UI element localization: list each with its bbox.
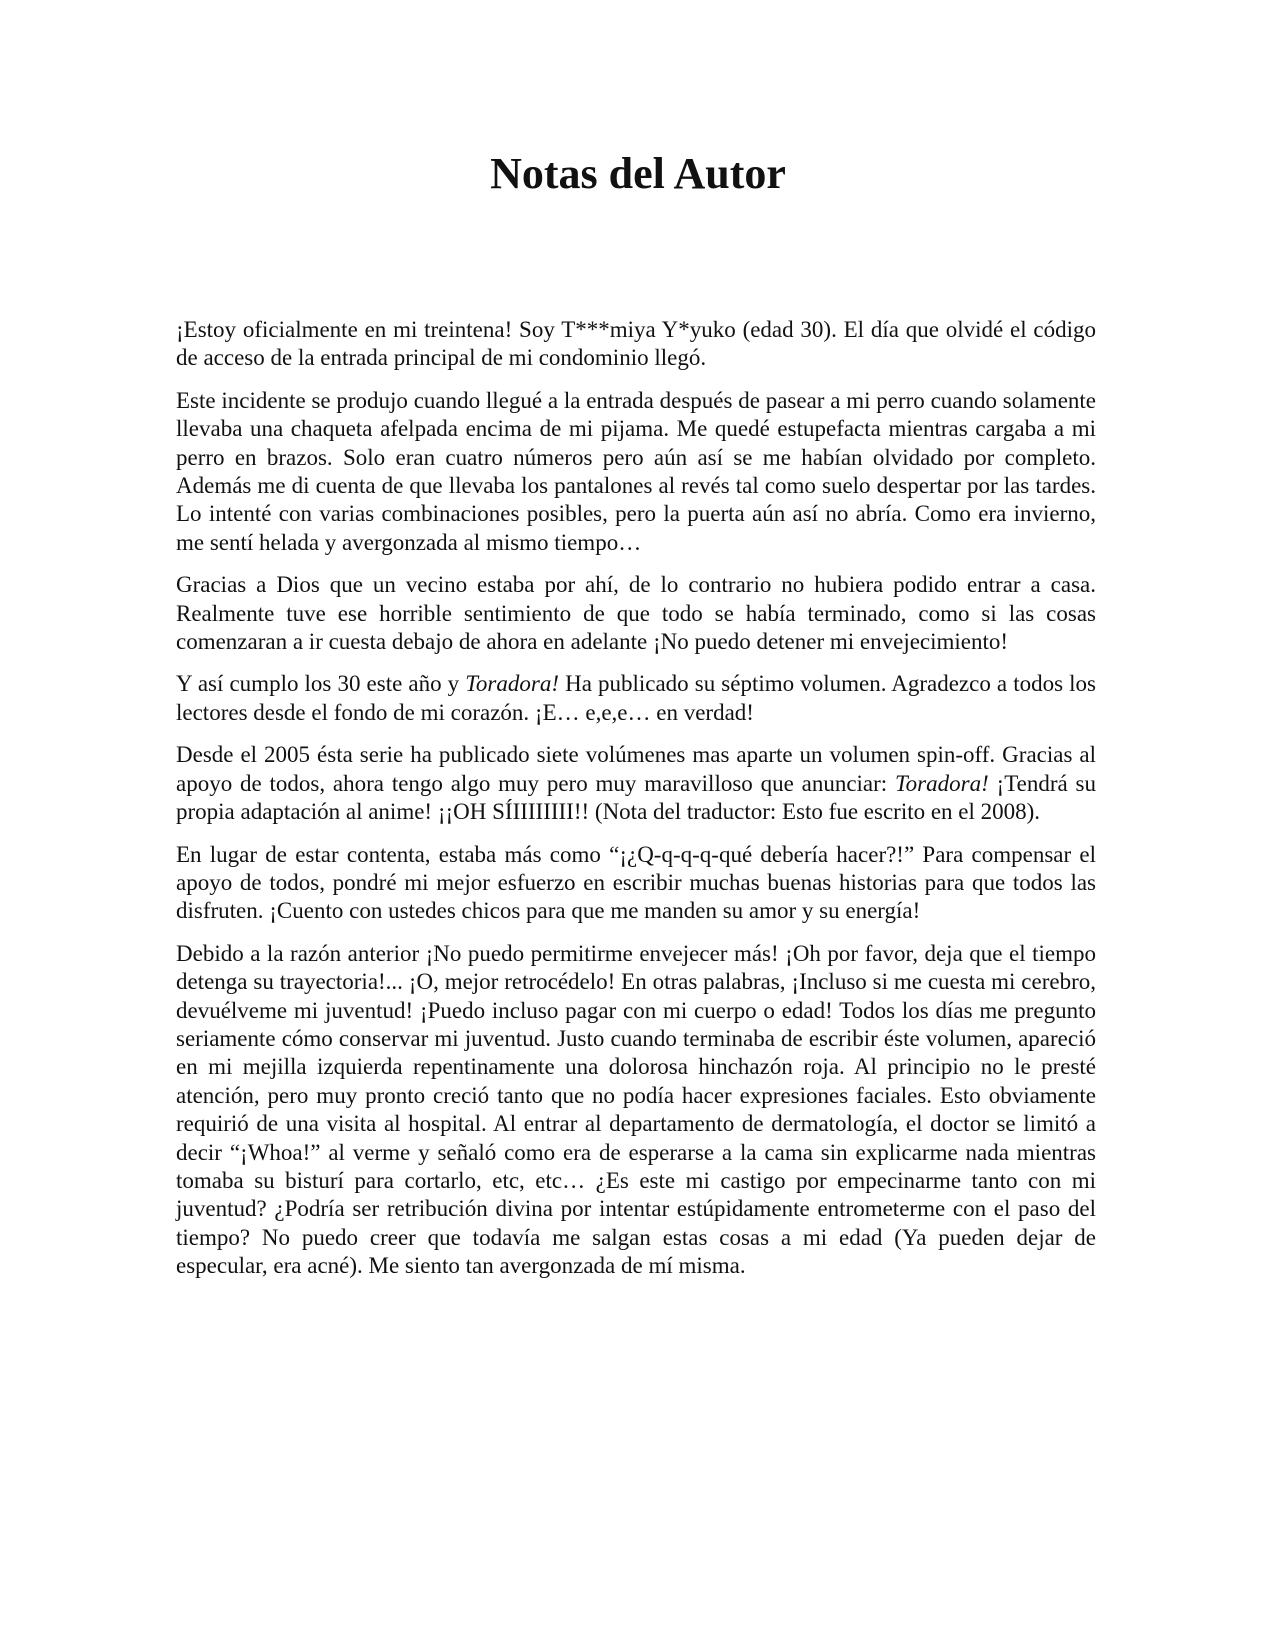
paragraph-text: En lugar de estar contenta, estaba más como “¡¿Q-q-q-q-qué debería hacer?!” Para compensar el apoyo de todos, pondré mi mejor esfuerzo en escribir muchas buenas historias para que todos las disfruten. ¡Cuento con ustedes chicos para que me manden su amor y su energía! (176, 841, 1096, 924)
paragraph-6 (176, 841, 1096, 926)
paragraph-2 (176, 387, 1096, 557)
italic-title: Toradora! (895, 770, 989, 796)
paragraph-5 (176, 741, 1096, 826)
paragraph-text: ¡Tendrá su propia adaptación al anime! ¡¡OH SÍIIIIIIII!! (Nota del traductor: Esto fue escrito en el 2008). (176, 770, 1096, 825)
page-title: Notas del Autor (490, 149, 786, 198)
paragraph-text: Este incidente se produjo cuando llegué a la entrada después de pasear a mi perro cuando solamente llevaba una chaqueta afelpada encima de mi pijama. Me quedé estupefacta mientras cargaba a mi perro en brazos. Solo eran cuatro números pero aún así se me habían olvidado por completo. Además me di cuenta de que llevaba los pantalones al revés tal como suelo despertar por las tardes. Lo intenté con varias combinaciones posibles, pero la puerta aún así no abría. Como era invierno, me sentí helada y avergonzada al mismo tiempo… (176, 387, 1096, 555)
paragraph-text: Debido a la razón anterior ¡No puedo permitirme envejecer más! ¡Oh por favor, deja que el tiempo detenga su trayectoria!... ¡O, mejor retrocédelo! En otras palabras, ¡Incluso si me cuesta mi cerebro, devuélveme mi juventud! ¡Puedo incluso pagar con mi cuerpo o edad! Todos los días me pregunto seriamente cómo conservar mi juventud. Justo cuando terminaba de escribir éste volumen, apareció en mi mejilla izquierda repentinamente una dolorosa hinchazón roja. Al principio no le presté atención, pero muy pronto creció tanto que no podía hacer expresiones faciales. Esto obviamente requirió de una visita al hospital. Al entrar al departamento de dermatología, el doctor se limitó a decir “¡Whoa!” al verme y señaló como era de esperarse a la cama sin explicarme nada mientras tomaba su bisturí para cortarlo, etc, etc… ¿Es este mi castigo por empecinarme tanto con mi juventud? ¿Podría ser retribución divina por intentar estúpidamente entrometerme con el paso del tiempo? No puedo creer que todavía me salgan estas cosas a mi edad (Ya pueden dejar de especular, era acné). Me siento tan avergonzada de mí misma. (176, 940, 1096, 1279)
paragraph-1 (176, 316, 1096, 373)
paragraph-text: Y así cumplo los 30 este año y (176, 671, 466, 697)
paragraph-4 (176, 670, 1096, 727)
paragraph-3 (176, 571, 1096, 656)
paragraph-text: Desde el 2005 ésta serie ha publicado siete volúmenes mas aparte un volumen spin-off. Gracias al apoyo de todos, ahora tengo algo muy pero muy maravilloso que anunciar: (176, 742, 1096, 796)
document-body (176, 316, 1096, 1295)
paragraph-text: Gracias a Dios que un vecino estaba por ahí, de lo contrario no hubiera podido entrar a casa. Realmente tuve ese horrible sentimiento de que todo se había terminado, como si las cosas comenzaran a ir cuesta debajo de ahora en adelante ¡No puedo detener mi envejecimiento! (176, 572, 1096, 655)
paragraph-7 (176, 940, 1096, 1281)
paragraph-text: Ha publicado su séptimo volumen. Agradezco a todos los lectores desde el fondo de mi corazón. ¡E… e,e,e… en verdad! (176, 671, 1096, 725)
paragraph-text: ¡Estoy oficialmente en mi treintena! Soy T***miya Y*yuko (edad 30). El día que olvidé el código de acceso de la entrada principal de mi condominio llegó. (176, 317, 1096, 371)
italic-title: Toradora! (465, 671, 559, 697)
